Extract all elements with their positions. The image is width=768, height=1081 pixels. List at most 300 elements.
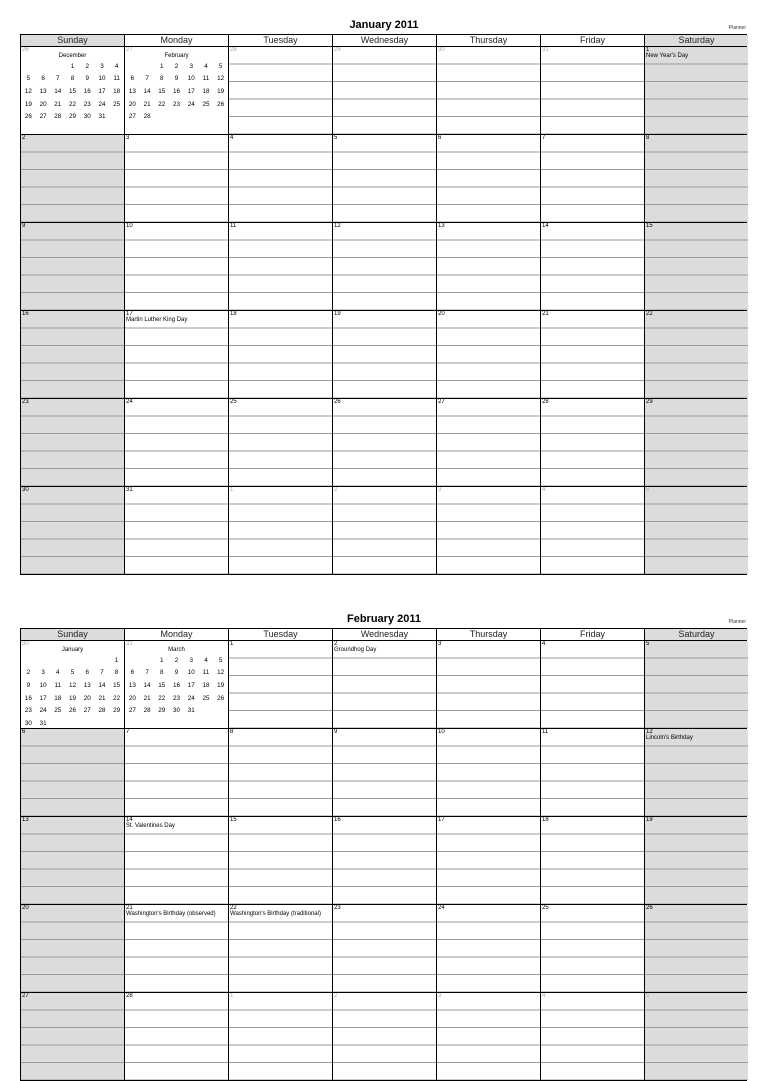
day-cell[interactable] [437, 905, 541, 992]
mini-calendar-day: 6 [85, 669, 89, 677]
mini-calendar-day: 19 [69, 694, 77, 702]
day-cell[interactable] [541, 311, 645, 398]
mini-calendar-day: 10 [39, 681, 47, 689]
mini-calendar-day: 14 [143, 87, 151, 95]
day-cell[interactable] [21, 993, 125, 1080]
day-cell[interactable] [125, 993, 229, 1080]
day-cell[interactable] [21, 399, 125, 486]
day-number: 5 [646, 993, 650, 999]
mini-calendar-day: 28 [143, 113, 151, 121]
day-number: 30 [438, 47, 445, 53]
day-cell[interactable] [437, 47, 541, 134]
day-number: 4 [542, 993, 546, 999]
day-number: 29 [334, 47, 341, 53]
mini-calendar-day: 22 [69, 100, 77, 108]
mini-calendar-day: 10 [187, 669, 195, 677]
mini-calendar-day: 7 [145, 669, 149, 677]
weekday-header-row [21, 35, 746, 47]
mini-calendar-day: 9 [174, 669, 179, 677]
month-title: January 2011 [349, 19, 419, 31]
day-number: 10 [438, 729, 445, 735]
day-cell[interactable] [645, 311, 748, 398]
day-number: 21 [126, 905, 133, 911]
mini-calendar-day: 18 [113, 87, 121, 95]
holiday-label: Groundhog Day [334, 647, 377, 653]
day-cell[interactable] [21, 135, 125, 222]
mini-calendar-week [125, 654, 228, 667]
mini-calendar-week [21, 717, 124, 728]
mini-calendar-day: 30 [83, 113, 91, 121]
day-number: 30 [22, 641, 29, 647]
day-number: 23 [22, 399, 29, 405]
mini-calendar-day: 14 [143, 681, 151, 689]
day-number: 25 [542, 905, 549, 911]
day-cell[interactable] [21, 641, 125, 728]
day-cell[interactable] [125, 905, 229, 992]
day-cell[interactable] [645, 993, 748, 1080]
weekday-header-thursday: Thursday [437, 35, 541, 46]
mini-calendar-day: 18 [202, 87, 210, 95]
day-number: 16 [22, 311, 29, 317]
day-number: 8 [646, 135, 650, 141]
mini-calendar-week [21, 60, 124, 73]
mini-calendar-day: 29 [69, 113, 77, 121]
day-cell[interactable] [21, 487, 125, 574]
mini-calendar-day: 3 [189, 656, 193, 664]
mini-calendar-day: 2 [174, 656, 179, 664]
mini-calendar-day: 30 [173, 707, 181, 715]
week-row [21, 399, 746, 487]
day-number: 8 [230, 729, 234, 735]
day-number: 26 [334, 399, 341, 405]
mini-calendar-day: 6 [130, 669, 135, 677]
day-cell[interactable] [437, 399, 541, 486]
day-cell[interactable] [229, 905, 333, 992]
day-number: 10 [126, 223, 133, 229]
mini-calendar-day: 20 [83, 694, 91, 702]
day-cell[interactable] [21, 817, 125, 904]
mini-calendar-week [125, 692, 228, 705]
day-number: 25 [230, 399, 237, 405]
mini-calendar-day: 30 [24, 719, 32, 727]
holiday-label: New Year's Day [646, 53, 689, 59]
day-cell[interactable] [541, 641, 645, 728]
day-cell[interactable] [229, 399, 333, 486]
mini-calendar-day: 22 [113, 694, 121, 702]
day-number: 28 [542, 399, 549, 405]
day-number: 31 [126, 641, 133, 647]
day-cell[interactable] [333, 641, 437, 728]
mini-calendar-day: 11 [54, 681, 62, 689]
weekday-header-row [21, 629, 746, 641]
day-number: 5 [646, 641, 650, 647]
mini-calendar-day: 10 [98, 75, 106, 83]
mini-calendar-day: 4 [114, 62, 119, 70]
mini-calendar-day: 9 [26, 681, 31, 689]
day-cell[interactable] [645, 47, 748, 134]
day-number: 21 [542, 311, 549, 317]
day-number: 15 [646, 223, 653, 229]
mini-calendar-week [125, 85, 228, 98]
mini-calendar-day: 27 [39, 113, 47, 121]
holiday-label: Washington's Birthday (traditional) [230, 911, 321, 917]
day-cell[interactable] [437, 817, 541, 904]
mini-calendar-week [125, 704, 228, 717]
mini-calendar-day: 2 [26, 669, 31, 677]
day-cell[interactable] [645, 729, 748, 816]
mini-calendar-week [125, 679, 228, 692]
day-cell[interactable] [333, 817, 437, 904]
day-cell[interactable] [437, 641, 541, 728]
day-cell[interactable] [229, 487, 333, 574]
mini-calendar-day: 23 [83, 100, 91, 108]
day-cell[interactable] [437, 729, 541, 816]
day-number: 1 [646, 47, 650, 53]
mini-calendar-day: 15 [158, 681, 166, 689]
day-cell[interactable] [229, 817, 333, 904]
day-cell[interactable] [125, 729, 229, 816]
day-number: 2 [334, 487, 338, 493]
mini-calendar-day: 15 [69, 87, 77, 95]
day-cell[interactable] [125, 311, 229, 398]
day-number: 5 [646, 487, 650, 493]
mini-calendar [21, 647, 124, 728]
day-number: 28 [230, 47, 237, 53]
planner-label: Planner [728, 619, 746, 625]
day-number: 9 [22, 223, 26, 229]
day-cell[interactable] [541, 993, 645, 1080]
holiday-label: Washington's Birthday (observed) [126, 911, 216, 917]
day-number: 6 [438, 135, 442, 141]
day-number: 24 [438, 905, 445, 911]
day-number: 27 [126, 47, 133, 53]
day-cell[interactable] [229, 223, 333, 310]
day-cell[interactable] [333, 729, 437, 816]
mini-calendar-week [21, 679, 124, 692]
day-cell[interactable] [125, 135, 229, 222]
day-cell[interactable] [645, 487, 748, 574]
day-cell[interactable] [645, 135, 748, 222]
mini-calendar-day: 11 [113, 75, 120, 83]
week-row [21, 311, 746, 399]
day-number: 26 [22, 47, 29, 53]
day-cell[interactable] [645, 399, 748, 486]
day-cell[interactable] [125, 487, 229, 574]
day-cell[interactable] [125, 399, 229, 486]
mini-calendar-day: 19 [24, 100, 32, 108]
mini-calendar-day: 27 [83, 707, 91, 715]
weekday-header-wednesday: Wednesday [333, 35, 437, 46]
mini-calendar-day: 1 [70, 62, 75, 70]
holiday-label: Lincoln's Birthday [646, 735, 693, 741]
mini-calendar-day: 16 [83, 87, 91, 95]
mini-calendar-day: 27 [128, 113, 136, 121]
day-number: 22 [230, 905, 237, 911]
day-number: 7 [126, 729, 130, 735]
mini-calendar-day: 23 [173, 694, 181, 702]
month-grid [20, 34, 747, 575]
day-cell[interactable] [333, 47, 437, 134]
mini-calendar-title: December [58, 53, 87, 59]
month-grid [20, 628, 747, 1081]
mini-calendar-day: 14 [54, 87, 62, 95]
day-number: 1 [230, 641, 234, 647]
mini-calendar-day: 20 [39, 100, 47, 108]
day-cell[interactable] [645, 641, 748, 728]
mini-calendar-day: 12 [69, 681, 77, 689]
weekday-header-saturday: Saturday [645, 629, 748, 640]
mini-calendar-week [21, 73, 124, 86]
mini-calendar-day: 3 [189, 62, 193, 70]
mini-calendar-week [21, 654, 124, 667]
mini-calendar-day: 31 [98, 113, 106, 121]
mini-calendar-title: February [164, 53, 189, 59]
mini-calendar-day: 6 [41, 75, 45, 83]
mini-calendar-day: 1 [114, 656, 119, 664]
mini-calendar-day: 24 [187, 694, 195, 702]
mini-calendar-week [21, 110, 124, 123]
week-row [21, 135, 746, 223]
weekday-header-tuesday: Tuesday [229, 629, 333, 640]
mini-calendar-day: 27 [128, 707, 136, 715]
weekday-header-friday: Friday [541, 35, 645, 46]
mini-calendar [125, 647, 228, 717]
mini-calendar-day: 23 [24, 707, 32, 715]
mini-calendar-day: 22 [158, 694, 166, 702]
mini-calendar-day: 3 [100, 62, 104, 70]
day-cell[interactable] [541, 223, 645, 310]
mini-calendar-week [21, 667, 124, 680]
mini-calendar-day: 8 [160, 669, 164, 677]
day-number: 1 [230, 993, 234, 999]
day-cell[interactable] [229, 47, 333, 134]
day-cell[interactable] [437, 223, 541, 310]
mini-calendar-day: 19 [217, 87, 225, 95]
weekday-header-wednesday: Wednesday [333, 629, 437, 640]
mini-calendar-day: 11 [202, 669, 210, 677]
week-row [21, 729, 746, 817]
day-number: 1 [230, 487, 234, 493]
day-number: 14 [126, 817, 133, 823]
mini-calendar-week [125, 98, 228, 111]
day-number: 19 [646, 817, 653, 823]
day-cell[interactable] [437, 993, 541, 1080]
day-cell[interactable] [541, 399, 645, 486]
mini-calendar-day: 16 [173, 87, 181, 95]
day-number: 15 [230, 817, 237, 823]
planner-label: Planner [728, 25, 746, 31]
mini-calendar-day: 26 [24, 113, 32, 121]
mini-calendar-day: 26 [217, 100, 225, 108]
mini-calendar-day: 7 [100, 669, 104, 677]
day-cell[interactable] [333, 311, 437, 398]
mini-calendar-day: 26 [217, 694, 225, 702]
mini-calendar-day: 8 [114, 669, 119, 677]
day-number: 18 [230, 311, 237, 317]
week-row [21, 223, 746, 311]
mini-calendar-day: 31 [39, 719, 47, 727]
day-number: 12 [334, 223, 341, 229]
mini-calendar-day: 24 [187, 100, 195, 108]
week-row [21, 641, 746, 729]
mini-calendar-day: 28 [54, 113, 62, 121]
mini-calendar-day: 17 [187, 681, 195, 689]
mini-calendar-day: 21 [143, 100, 151, 108]
mini-calendar-day: 13 [83, 681, 91, 689]
day-cell[interactable] [645, 223, 748, 310]
day-cell[interactable] [333, 487, 437, 574]
day-number: 24 [126, 399, 133, 405]
day-cell[interactable] [333, 135, 437, 222]
mini-calendar-day: 9 [174, 75, 179, 83]
mini-calendar-day: 8 [160, 75, 164, 83]
day-cell[interactable] [229, 135, 333, 222]
day-number: 28 [126, 993, 133, 999]
mini-calendar-title: January [61, 647, 84, 653]
day-cell[interactable] [229, 641, 333, 728]
day-number: 20 [438, 311, 445, 317]
weekday-header-friday: Friday [541, 629, 645, 640]
day-number: 26 [646, 905, 653, 911]
mini-calendar-week [21, 98, 124, 111]
day-cell[interactable] [229, 311, 333, 398]
day-number: 14 [542, 223, 549, 229]
mini-calendar-day: 21 [98, 694, 106, 702]
day-cell[interactable] [333, 223, 437, 310]
day-cell[interactable] [541, 817, 645, 904]
mini-calendar-day: 17 [39, 694, 47, 702]
mini-calendar-day: 22 [158, 100, 166, 108]
mini-calendar-day: 1 [160, 62, 164, 70]
day-number: 2 [22, 135, 26, 141]
mini-calendar-day: 21 [143, 694, 151, 702]
mini-calendar-day: 19 [217, 681, 225, 689]
mini-calendar-week [125, 73, 228, 86]
mini-calendar-day: 5 [218, 656, 223, 664]
mini-calendar-day: 3 [41, 669, 45, 677]
week-row [21, 905, 746, 993]
day-cell[interactable] [21, 729, 125, 816]
mini-calendar-day: 16 [173, 681, 181, 689]
day-cell[interactable] [21, 311, 125, 398]
day-number: 7 [542, 135, 546, 141]
day-number: 17 [126, 311, 133, 317]
day-cell[interactable] [229, 993, 333, 1080]
mini-calendar-day: 13 [128, 87, 136, 95]
mini-calendar-day: 10 [187, 75, 195, 83]
day-cell[interactable] [333, 399, 437, 486]
day-cell[interactable] [229, 729, 333, 816]
day-cell[interactable] [125, 641, 229, 728]
day-cell[interactable] [333, 905, 437, 992]
day-cell[interactable] [541, 47, 645, 134]
mini-calendar-day: 13 [128, 681, 136, 689]
day-cell[interactable] [437, 135, 541, 222]
mini-calendar-day: 26 [69, 707, 77, 715]
day-number: 4 [542, 487, 546, 493]
week-row [21, 993, 746, 1080]
day-number: 16 [334, 817, 341, 823]
mini-calendar-day: 17 [187, 87, 195, 95]
mini-calendar-day: 29 [113, 707, 121, 715]
day-cell[interactable] [21, 47, 125, 134]
mini-calendar-day: 21 [54, 100, 62, 108]
day-cell[interactable] [541, 135, 645, 222]
mini-calendar-day: 25 [54, 707, 62, 715]
day-cell[interactable] [541, 487, 645, 574]
mini-calendar-day: 2 [174, 62, 179, 70]
day-number: 4 [542, 641, 546, 647]
day-number: 12 [646, 729, 653, 735]
mini-calendar-day: 25 [202, 100, 210, 108]
day-number: 11 [542, 729, 549, 735]
day-number: 19 [334, 311, 341, 317]
day-cell[interactable] [125, 817, 229, 904]
mini-calendar-day: 4 [204, 656, 208, 664]
day-cell[interactable] [645, 817, 748, 904]
mini-calendar-day: 16 [24, 694, 32, 702]
weekday-header-monday: Monday [125, 629, 229, 640]
weekday-header-tuesday: Tuesday [229, 35, 333, 46]
mini-calendar-week [125, 60, 228, 73]
day-number: 20 [22, 905, 29, 911]
mini-calendar-week [125, 667, 228, 680]
weekday-header-monday: Monday [125, 35, 229, 46]
day-cell[interactable] [541, 729, 645, 816]
mini-calendar-day: 4 [204, 62, 208, 70]
mini-calendar [21, 53, 124, 123]
day-number: 18 [542, 817, 549, 823]
day-number: 22 [646, 311, 653, 317]
day-cell[interactable] [645, 905, 748, 992]
day-cell[interactable] [125, 47, 229, 134]
day-cell[interactable] [21, 223, 125, 310]
weekday-header-sunday: Sunday [21, 629, 125, 640]
day-number: 13 [22, 817, 29, 823]
mini-calendar-day: 12 [217, 669, 225, 677]
weekday-header-sunday: Sunday [21, 35, 125, 46]
mini-calendar-day: 18 [202, 681, 210, 689]
mini-calendar-day: 5 [70, 669, 75, 677]
day-cell[interactable] [333, 993, 437, 1080]
weekday-header-saturday: Saturday [645, 35, 748, 46]
mini-calendar-day: 28 [143, 707, 151, 715]
mini-calendar-day: 7 [145, 75, 149, 83]
day-cell[interactable] [541, 905, 645, 992]
holiday-label: St. Valentines Day [126, 823, 175, 829]
day-number: 23 [334, 905, 341, 911]
day-number: 9 [334, 729, 338, 735]
day-cell[interactable] [21, 905, 125, 992]
day-number: 11 [230, 223, 237, 229]
mini-calendar-week [21, 692, 124, 705]
day-number: 27 [438, 399, 445, 405]
week-row [21, 487, 746, 574]
mini-calendar-day: 13 [39, 87, 47, 95]
mini-calendar-day: 15 [113, 681, 121, 689]
week-row [21, 817, 746, 905]
mini-calendar-day: 29 [158, 707, 166, 715]
day-number: 6 [22, 729, 26, 735]
day-number: 3 [438, 993, 442, 999]
day-cell[interactable] [125, 223, 229, 310]
day-number: 27 [22, 993, 29, 999]
mini-calendar-day: 25 [113, 100, 121, 108]
day-cell[interactable] [437, 311, 541, 398]
mini-calendar-day: 11 [202, 75, 210, 83]
mini-calendar-week [125, 110, 228, 123]
day-cell[interactable] [437, 487, 541, 574]
